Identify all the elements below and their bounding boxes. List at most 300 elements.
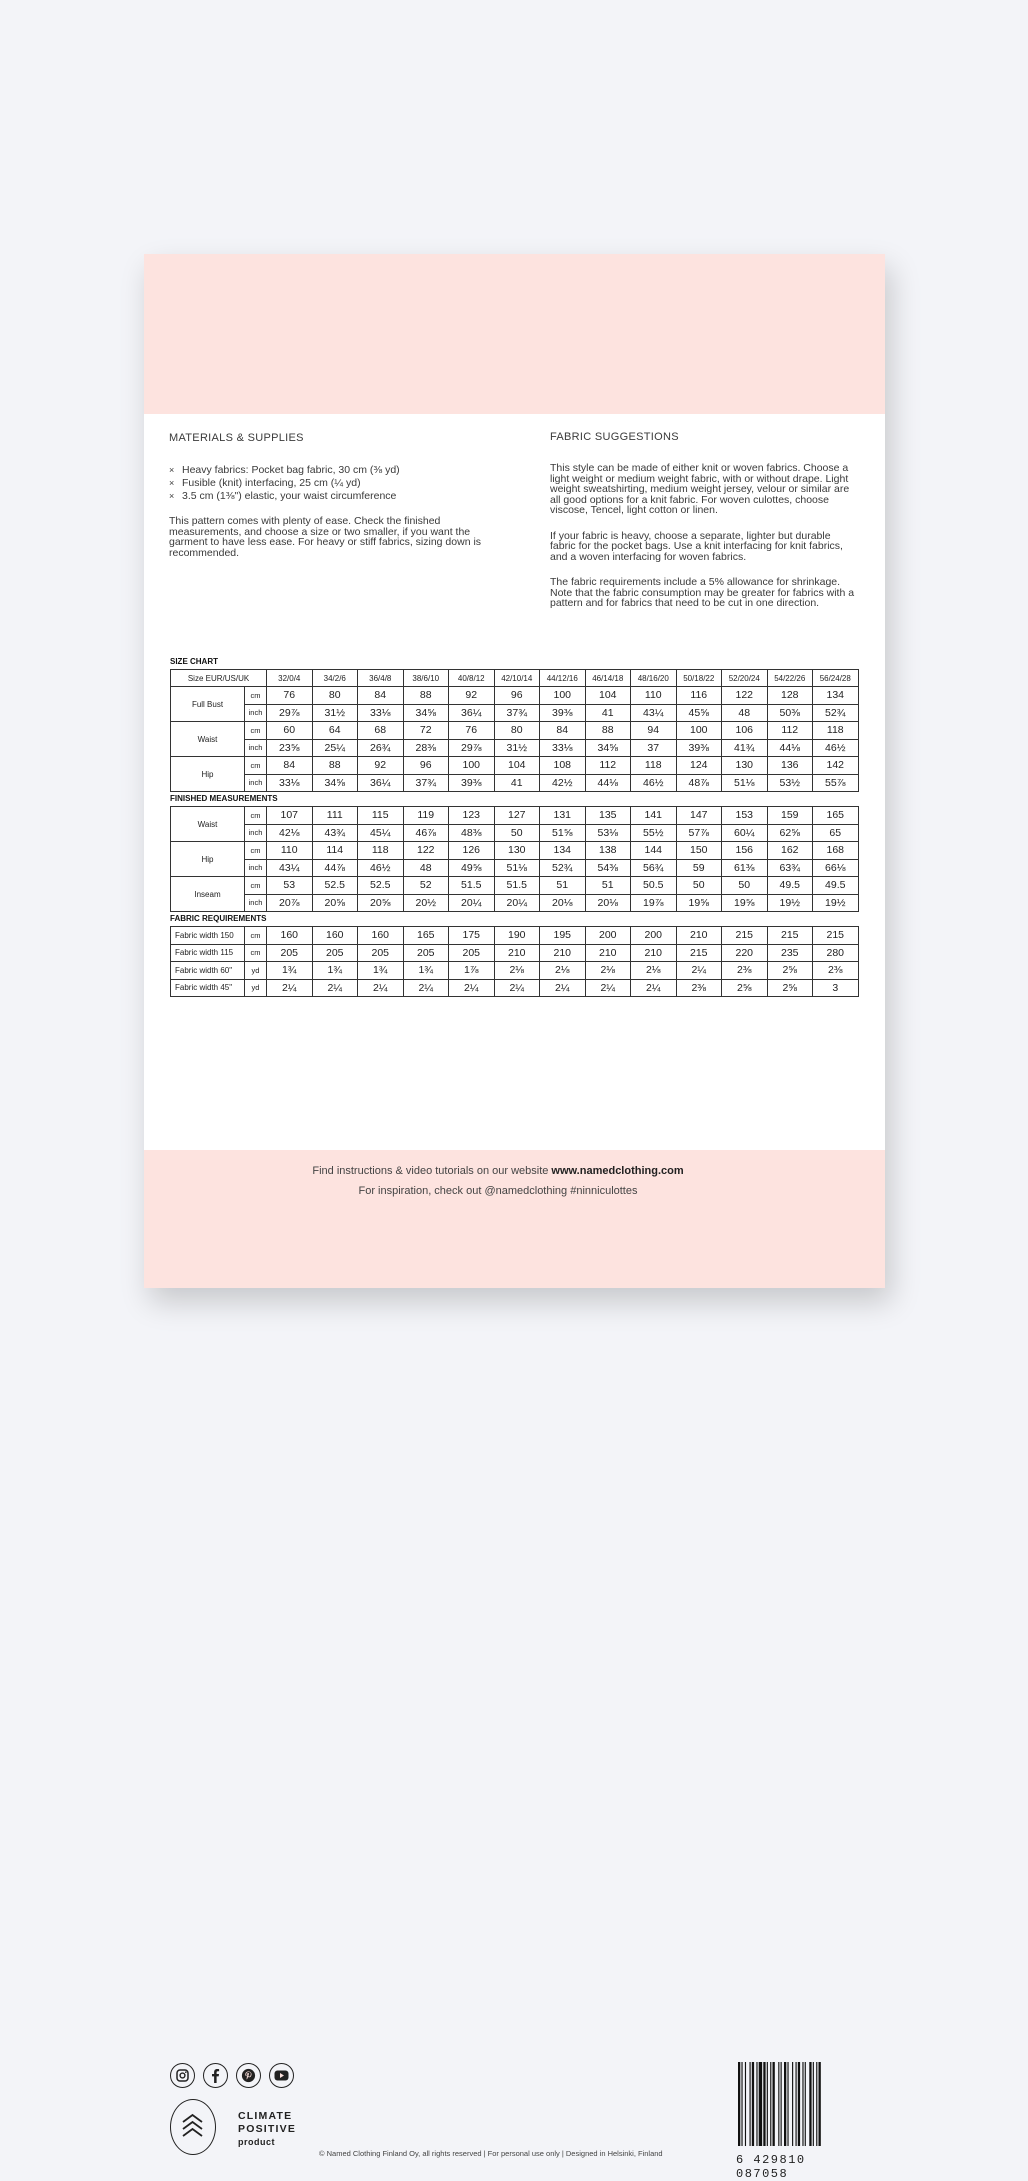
value-cell: 46⅞ <box>403 824 449 842</box>
value-cell: 36¼ <box>449 704 495 722</box>
value-cell: 20¼ <box>449 894 495 912</box>
value-cell: 50⅜ <box>767 704 813 722</box>
value-cell: 135 <box>585 807 631 825</box>
unit-cell: cm <box>245 877 267 895</box>
value-cell: 36¼ <box>358 774 404 792</box>
value-cell: 2¼ <box>449 979 495 997</box>
value-cell: 31½ <box>312 704 358 722</box>
barcode-bar <box>796 2062 797 2146</box>
facebook-icon[interactable] <box>203 2063 228 2088</box>
fabric-paragraph: The fabric requirements include a 5% allowance for shrinkage. Note that the fabric consumption may be greater for fabrics with a pattern and for fabrics that need to be cut in one direction. <box>550 576 855 609</box>
value-cell: 37 <box>631 739 677 757</box>
value-cell: 131 <box>540 807 586 825</box>
value-cell: 210 <box>585 944 631 962</box>
value-cell: 34⅝ <box>403 704 449 722</box>
value-cell: 190 <box>494 927 540 945</box>
value-cell: 2¼ <box>676 962 722 980</box>
value-cell: 2⅛ <box>494 962 540 980</box>
value-cell: 2⅛ <box>540 962 586 980</box>
value-cell: 200 <box>585 927 631 945</box>
value-cell: 88 <box>403 687 449 705</box>
value-cell: 134 <box>813 687 859 705</box>
row-label: Hip <box>171 842 245 877</box>
value-cell: 51.5 <box>494 877 540 895</box>
size-header-cell: 40/8/12 <box>449 670 495 687</box>
finished-measurements-label: FINISHED MEASUREMENTS <box>170 794 278 803</box>
value-cell: 34⅝ <box>585 739 631 757</box>
value-cell: 54⅜ <box>585 859 631 877</box>
size-chart-label: SIZE CHART <box>170 657 218 666</box>
value-cell: 160 <box>358 927 404 945</box>
value-cell: 34⅝ <box>312 774 358 792</box>
value-cell: 100 <box>676 722 722 740</box>
value-cell: 220 <box>722 944 768 962</box>
barcode-bar <box>759 2062 762 2146</box>
table-row <box>171 859 859 877</box>
barcode-bar <box>781 2062 782 2146</box>
unit-cell: cm <box>245 807 267 825</box>
unit-cell: inch <box>245 824 267 842</box>
value-cell: 100 <box>540 687 586 705</box>
top-pink-band <box>144 254 885 414</box>
value-cell: 124 <box>676 757 722 775</box>
value-cell: 53 <box>267 877 313 895</box>
value-cell: 37¾ <box>494 704 540 722</box>
value-cell: 215 <box>676 944 722 962</box>
unit-cell: yd <box>245 962 267 980</box>
value-cell: 110 <box>631 687 677 705</box>
instructions-line: Find instructions & video tutorials on our website www.namedclothing.com <box>312 1165 684 1177</box>
table-row <box>171 894 859 912</box>
fabric-requirements-label: FABRIC REQUIREMENTS <box>170 914 267 923</box>
barcode <box>736 2062 856 2181</box>
value-cell: 57⅞ <box>676 824 722 842</box>
value-cell: 1¾ <box>403 962 449 980</box>
value-cell: 23⅝ <box>267 739 313 757</box>
value-cell: 2⅛ <box>585 962 631 980</box>
value-cell: 80 <box>312 687 358 705</box>
value-cell: 44⅞ <box>312 859 358 877</box>
value-cell: 127 <box>494 807 540 825</box>
value-cell: 28⅜ <box>403 739 449 757</box>
table-row <box>171 877 859 895</box>
value-cell: 52¾ <box>540 859 586 877</box>
value-cell: 106 <box>722 722 768 740</box>
row-label: Fabric width 115 <box>171 944 245 962</box>
value-cell: 160 <box>312 927 358 945</box>
barcode-bar <box>767 2062 768 2146</box>
value-cell: 195 <box>540 927 586 945</box>
row-label: Fabric width 150 <box>171 927 245 945</box>
value-cell: 46½ <box>631 774 677 792</box>
unit-cell: cm <box>245 757 267 775</box>
value-cell: 41 <box>494 774 540 792</box>
value-cell: 112 <box>585 757 631 775</box>
climate-positive-logo <box>170 2099 216 2155</box>
value-cell: 88 <box>585 722 631 740</box>
value-cell: 205 <box>312 944 358 962</box>
barcode-bar <box>792 2062 793 2146</box>
table-row <box>171 979 859 997</box>
table-header-row <box>171 670 859 687</box>
row-label: Inseam <box>171 877 245 912</box>
list-item: × Heavy fabrics: Pocket bag fabric, 30 cm (⅜ yd) <box>169 464 400 476</box>
barcode-bar <box>756 2062 757 2146</box>
value-cell: 51.5 <box>449 877 495 895</box>
unit-cell: cm <box>245 927 267 945</box>
value-cell: 210 <box>540 944 586 962</box>
value-cell: 111 <box>312 807 358 825</box>
value-cell: 168 <box>813 842 859 860</box>
table-row <box>171 722 859 740</box>
barcode-bar <box>738 2062 740 2146</box>
row-label: Waist <box>171 807 245 842</box>
value-cell: 2¼ <box>267 979 313 997</box>
social-icons <box>170 2063 294 2088</box>
fabric-suggestions-title: FABRIC SUGGESTIONS <box>550 431 679 443</box>
unit-cell: inch <box>245 704 267 722</box>
value-cell: 51⅛ <box>722 774 768 792</box>
value-cell: 119 <box>403 807 449 825</box>
inspiration-line: For inspiration, check out @namedclothing #ninniculottes <box>358 1185 638 1197</box>
value-cell: 45⅝ <box>676 704 722 722</box>
value-cell: 50.5 <box>631 877 677 895</box>
barcode-bar <box>750 2062 751 2146</box>
value-cell: 84 <box>358 687 404 705</box>
size-header-cell: 32/0/4 <box>267 670 313 687</box>
value-cell: 138 <box>585 842 631 860</box>
value-cell: 114 <box>312 842 358 860</box>
value-cell: 29⅞ <box>449 739 495 757</box>
value-cell: 51⅝ <box>540 824 586 842</box>
value-cell: 46½ <box>358 859 404 877</box>
value-cell: 26¾ <box>358 739 404 757</box>
value-cell: 50 <box>494 824 540 842</box>
value-cell: 64 <box>312 722 358 740</box>
size-header-cell: 56/24/28 <box>813 670 859 687</box>
value-cell: 88 <box>312 757 358 775</box>
value-cell: 19⅝ <box>722 894 768 912</box>
table-row <box>171 739 859 757</box>
value-cell: 20⅞ <box>267 894 313 912</box>
value-cell: 104 <box>585 687 631 705</box>
value-cell: 44⅛ <box>585 774 631 792</box>
list-item: × 3.5 cm (1⅜") elastic, your waist circumference <box>169 490 397 502</box>
table-row <box>171 944 859 962</box>
table-row <box>171 807 859 825</box>
bullet-x-icon: × <box>169 465 175 475</box>
value-cell: 56¾ <box>631 859 677 877</box>
value-cell: 134 <box>540 842 586 860</box>
value-cell: 92 <box>358 757 404 775</box>
value-cell: 153 <box>722 807 768 825</box>
value-cell: 33⅛ <box>358 704 404 722</box>
size-header-cell: 34/2/6 <box>312 670 358 687</box>
unit-cell: cm <box>245 842 267 860</box>
value-cell: 130 <box>494 842 540 860</box>
value-cell: 205 <box>449 944 495 962</box>
barcode-bar <box>798 2062 800 2146</box>
materials-title: MATERIALS & SUPPLIES <box>169 432 304 444</box>
value-cell: 210 <box>494 944 540 962</box>
value-cell: 210 <box>676 927 722 945</box>
fabric-suggestions-section <box>550 431 858 624</box>
value-cell: 84 <box>540 722 586 740</box>
value-cell: 100 <box>449 757 495 775</box>
value-cell: 48 <box>722 704 768 722</box>
value-cell: 147 <box>676 807 722 825</box>
value-cell: 141 <box>631 807 677 825</box>
value-cell: 165 <box>403 927 449 945</box>
table-row <box>171 927 859 945</box>
value-cell: 116 <box>676 687 722 705</box>
value-cell: 112 <box>767 722 813 740</box>
value-cell: 80 <box>494 722 540 740</box>
barcode-icon <box>736 2062 856 2146</box>
barcode-bar <box>745 2062 746 2146</box>
barcode-bar <box>805 2062 806 2146</box>
barcode-bar <box>763 2062 765 2146</box>
unit-cell: cm <box>245 687 267 705</box>
unit-cell: inch <box>245 859 267 877</box>
value-cell: 107 <box>267 807 313 825</box>
table-row <box>171 824 859 842</box>
materials-list <box>169 464 509 503</box>
barcode-bar <box>741 2062 742 2146</box>
value-cell: 63¾ <box>767 859 813 877</box>
value-cell: 2¼ <box>403 979 449 997</box>
value-cell: 66⅛ <box>813 859 859 877</box>
value-cell: 115 <box>358 807 404 825</box>
table-row <box>171 842 859 860</box>
value-cell: 49.5 <box>813 877 859 895</box>
value-cell: 160 <box>267 927 313 945</box>
barcode-bar <box>809 2062 811 2146</box>
value-cell: 43¼ <box>267 859 313 877</box>
value-cell: 2⅜ <box>676 979 722 997</box>
value-cell: 50 <box>722 877 768 895</box>
value-cell: 205 <box>267 944 313 962</box>
value-cell: 2¼ <box>494 979 540 997</box>
pattern-back-sheet <box>144 254 885 2181</box>
barcode-number: 6 429810 087058 <box>736 2153 806 2181</box>
value-cell: 122 <box>722 687 768 705</box>
size-header-cell: 48/16/20 <box>631 670 677 687</box>
size-header-label: Size EUR/US/UK <box>171 670 267 687</box>
value-cell: 159 <box>767 807 813 825</box>
value-cell: 42⅛ <box>267 824 313 842</box>
value-cell: 25¼ <box>312 739 358 757</box>
measurement-tables <box>170 655 858 997</box>
value-cell: 49.5 <box>767 877 813 895</box>
value-cell: 1¾ <box>312 962 358 980</box>
value-cell: 3 <box>813 979 859 997</box>
materials-note: This pattern comes with plenty of ease. Check the finished measurements, and choose a size or two smaller, if you want the garment to have less ease. For heavy or stiff fabrics, sizing down is recommended. <box>169 515 482 559</box>
value-cell: 118 <box>813 722 859 740</box>
unit-cell: cm <box>245 944 267 962</box>
value-cell: 44⅛ <box>767 739 813 757</box>
list-item: × Fusible (knit) interfacing, 25 cm (¼ yd) <box>169 477 361 489</box>
value-cell: 210 <box>631 944 677 962</box>
value-cell: 96 <box>494 687 540 705</box>
value-cell: 123 <box>449 807 495 825</box>
value-cell: 52¾ <box>813 704 859 722</box>
value-cell: 33⅛ <box>540 739 586 757</box>
table-row <box>171 757 859 775</box>
table-row <box>171 962 859 980</box>
value-cell: 2⅝ <box>767 979 813 997</box>
value-cell: 19⅞ <box>631 894 677 912</box>
value-cell: 61⅜ <box>722 859 768 877</box>
value-cell: 20½ <box>403 894 449 912</box>
value-cell: 118 <box>631 757 677 775</box>
value-cell: 46½ <box>813 739 859 757</box>
value-cell: 52 <box>403 877 449 895</box>
value-cell: 144 <box>631 842 677 860</box>
value-cell: 29⅞ <box>267 704 313 722</box>
barcode-bar <box>784 2062 786 2146</box>
size-header-cell: 42/10/14 <box>494 670 540 687</box>
value-cell: 2⅜ <box>722 962 768 980</box>
value-cell: 92 <box>449 687 495 705</box>
value-cell: 104 <box>494 757 540 775</box>
bullet-x-icon: × <box>169 478 175 488</box>
table-row <box>171 704 859 722</box>
value-cell: 41 <box>585 704 631 722</box>
value-cell: 39⅜ <box>540 704 586 722</box>
youtube-icon[interactable] <box>269 2063 294 2088</box>
value-cell: 19⅝ <box>676 894 722 912</box>
value-cell: 2⅝ <box>722 979 768 997</box>
value-cell: 2¼ <box>312 979 358 997</box>
value-cell: 110 <box>267 842 313 860</box>
value-cell: 48⅞ <box>676 774 722 792</box>
barcode-bar <box>773 2062 775 2146</box>
value-cell: 52.5 <box>358 877 404 895</box>
value-cell: 43¼ <box>631 704 677 722</box>
value-cell: 72 <box>403 722 449 740</box>
value-cell: 51 <box>585 877 631 895</box>
value-cell: 55½ <box>631 824 677 842</box>
value-cell: 128 <box>767 687 813 705</box>
barcode-bar <box>819 2062 821 2146</box>
value-cell: 39⅜ <box>676 739 722 757</box>
value-cell: 122 <box>403 842 449 860</box>
climate-positive-text: CLIMATE POSITIVE product <box>238 2110 297 2147</box>
fabric-requirements-table <box>170 926 859 997</box>
value-cell: 94 <box>631 722 677 740</box>
value-cell: 215 <box>767 927 813 945</box>
value-cell: 48⅜ <box>449 824 495 842</box>
barcode-bar <box>816 2062 817 2146</box>
size-header-cell: 50/18/22 <box>676 670 722 687</box>
value-cell: 150 <box>676 842 722 860</box>
value-cell: 43¾ <box>312 824 358 842</box>
instagram-icon[interactable] <box>170 2063 195 2088</box>
value-cell: 39⅜ <box>449 774 495 792</box>
value-cell: 2⅝ <box>767 962 813 980</box>
value-cell: 33⅛ <box>267 774 313 792</box>
size-chart-table <box>170 669 859 792</box>
value-cell: 51⅛ <box>494 859 540 877</box>
value-cell: 96 <box>403 757 449 775</box>
value-cell: 20⅛ <box>585 894 631 912</box>
website-link[interactable]: www.namedclothing.com <box>551 1165 684 1177</box>
unit-cell: inch <box>245 739 267 757</box>
value-cell: 20¼ <box>494 894 540 912</box>
value-cell: 60¼ <box>722 824 768 842</box>
value-cell: 2¼ <box>631 979 677 997</box>
value-cell: 76 <box>449 722 495 740</box>
value-cell: 37¾ <box>403 774 449 792</box>
value-cell: 215 <box>722 927 768 945</box>
value-cell: 215 <box>813 927 859 945</box>
row-label: Waist <box>171 722 245 757</box>
value-cell: 1¾ <box>358 962 404 980</box>
value-cell: 165 <box>813 807 859 825</box>
value-cell: 1⅞ <box>449 962 495 980</box>
value-cell: 76 <box>267 687 313 705</box>
row-label: Fabric width 60" <box>171 962 245 980</box>
value-cell: 51 <box>540 877 586 895</box>
size-header-cell: 54/22/26 <box>767 670 813 687</box>
value-cell: 42½ <box>540 774 586 792</box>
value-cell: 50 <box>676 877 722 895</box>
materials-section <box>169 432 509 558</box>
value-cell: 31½ <box>494 739 540 757</box>
size-header-cell: 46/14/18 <box>585 670 631 687</box>
value-cell: 62⅝ <box>767 824 813 842</box>
pinterest-icon[interactable] <box>236 2063 261 2088</box>
value-cell: 205 <box>403 944 449 962</box>
size-header-cell: 52/20/24 <box>722 670 768 687</box>
value-cell: 156 <box>722 842 768 860</box>
value-cell: 2⅜ <box>813 962 859 980</box>
value-cell: 59 <box>676 859 722 877</box>
value-cell: 175 <box>449 927 495 945</box>
bottom-pink-band <box>144 1150 885 2181</box>
value-cell: 53⅛ <box>585 824 631 842</box>
value-cell: 19½ <box>767 894 813 912</box>
value-cell: 41¾ <box>722 739 768 757</box>
size-header-cell: 44/12/16 <box>540 670 586 687</box>
value-cell: 60 <box>267 722 313 740</box>
unit-cell: yd <box>245 979 267 997</box>
row-label: Full Bust <box>171 687 245 722</box>
value-cell: 130 <box>722 757 768 775</box>
value-cell: 65 <box>813 824 859 842</box>
value-cell: 1¾ <box>267 962 313 980</box>
finished-measurements-table <box>170 806 859 912</box>
value-cell: 49⅝ <box>449 859 495 877</box>
row-label: Hip <box>171 757 245 792</box>
barcode-bar <box>778 2062 779 2146</box>
value-cell: 48 <box>403 859 449 877</box>
value-cell: 126 <box>449 842 495 860</box>
size-header-cell: 36/4/8 <box>358 670 404 687</box>
value-cell: 108 <box>540 757 586 775</box>
value-cell: 53½ <box>767 774 813 792</box>
value-cell: 20⅝ <box>358 894 404 912</box>
value-cell: 118 <box>358 842 404 860</box>
size-header-cell: 38/6/10 <box>403 670 449 687</box>
row-label: Fabric width 45" <box>171 979 245 997</box>
value-cell: 45¼ <box>358 824 404 842</box>
value-cell: 136 <box>767 757 813 775</box>
value-cell: 235 <box>767 944 813 962</box>
barcode-bar <box>813 2062 814 2146</box>
value-cell: 20⅝ <box>312 894 358 912</box>
